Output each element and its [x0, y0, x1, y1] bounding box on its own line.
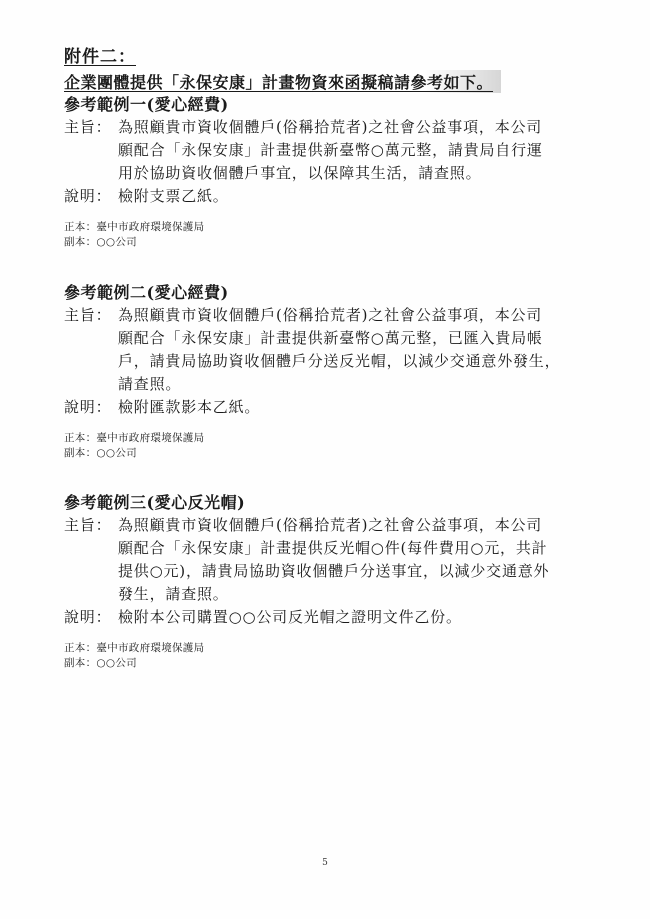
subject-row	[64, 304, 604, 396]
subject-label: 主旨：	[64, 516, 112, 534]
subject-row	[64, 514, 604, 606]
example-title: 參考範例一(愛心經費)	[64, 95, 229, 114]
description-text: 檢附匯款影本乙紙。	[118, 398, 261, 416]
description-row	[64, 606, 604, 629]
recipients	[64, 641, 604, 671]
example-2	[64, 282, 604, 461]
subject-row	[64, 116, 604, 185]
document-heading: 企業團體提供「永保安康」計畫物資來函擬稿請參考如下。	[64, 70, 501, 93]
subject-line: 請查照。	[118, 375, 182, 393]
cc-main: 正本：臺中市政府環境保護局	[64, 221, 205, 233]
subject-line: 願配合「永保安康」計畫提供新臺幣○萬元整，已匯入貴局帳	[118, 329, 543, 347]
example-title: 參考範例二(愛心經費)	[64, 283, 229, 302]
recipients	[64, 431, 604, 461]
attachment-title: 附件二：	[64, 47, 136, 67]
cc-copy: 副本：○○公司	[64, 236, 137, 248]
recipients	[64, 220, 604, 250]
cc-copy: 副本：○○公司	[64, 447, 137, 459]
subject-line: 戶，請貴局協助資收個體戶分送反光帽，以減少交通意外發生，	[118, 352, 561, 370]
subject-line: 為照顧貴市資收個體戶(俗稱拾荒者)之社會公益事項，本公司	[118, 118, 543, 136]
cc-main: 正本：臺中市政府環境保護局	[64, 642, 205, 654]
description-text: 檢附本公司購置○○公司反光帽之證明文件乙份。	[118, 608, 462, 626]
subject-text	[118, 116, 604, 185]
description-row	[64, 185, 604, 208]
subject-line: 願配合「永保安康」計畫提供新臺幣○萬元整，請貴局自行運	[118, 141, 543, 159]
description-label: 說明：	[64, 398, 112, 416]
example-title: 參考範例三(愛心反光帽)	[64, 493, 246, 512]
subject-line: 為照顧貴市資收個體戶(俗稱拾荒者)之社會公益事項，本公司	[118, 516, 543, 534]
subject-text	[118, 304, 604, 396]
example-3	[64, 492, 604, 671]
description-label: 說明：	[64, 608, 112, 626]
subject-line: 提供○元)，請貴局協助資收個體戶分送事宜，以減少交通意外	[118, 562, 550, 580]
subject-text	[118, 514, 604, 606]
subject-line: 發生，請查照。	[118, 585, 229, 603]
description-row	[64, 396, 604, 419]
description-text: 檢附支票乙紙。	[118, 187, 229, 205]
page-number: 5	[322, 858, 328, 868]
cc-copy: 副本：○○公司	[64, 657, 137, 669]
description-label: 說明：	[64, 187, 112, 205]
subject-label: 主旨：	[64, 306, 112, 324]
subject-line: 願配合「永保安康」計畫提供反光帽○件(每件費用○元，共計	[118, 539, 548, 557]
cc-main: 正本：臺中市政府環境保護局	[64, 432, 205, 444]
subject-line: 為照顧貴市資收個體戶(俗稱拾荒者)之社會公益事項，本公司	[118, 306, 543, 324]
example-1	[64, 94, 604, 250]
subject-line: 用於協助資收個體戶事宜，以保障其生活，請查照。	[118, 164, 482, 182]
subject-label: 主旨：	[64, 118, 112, 136]
